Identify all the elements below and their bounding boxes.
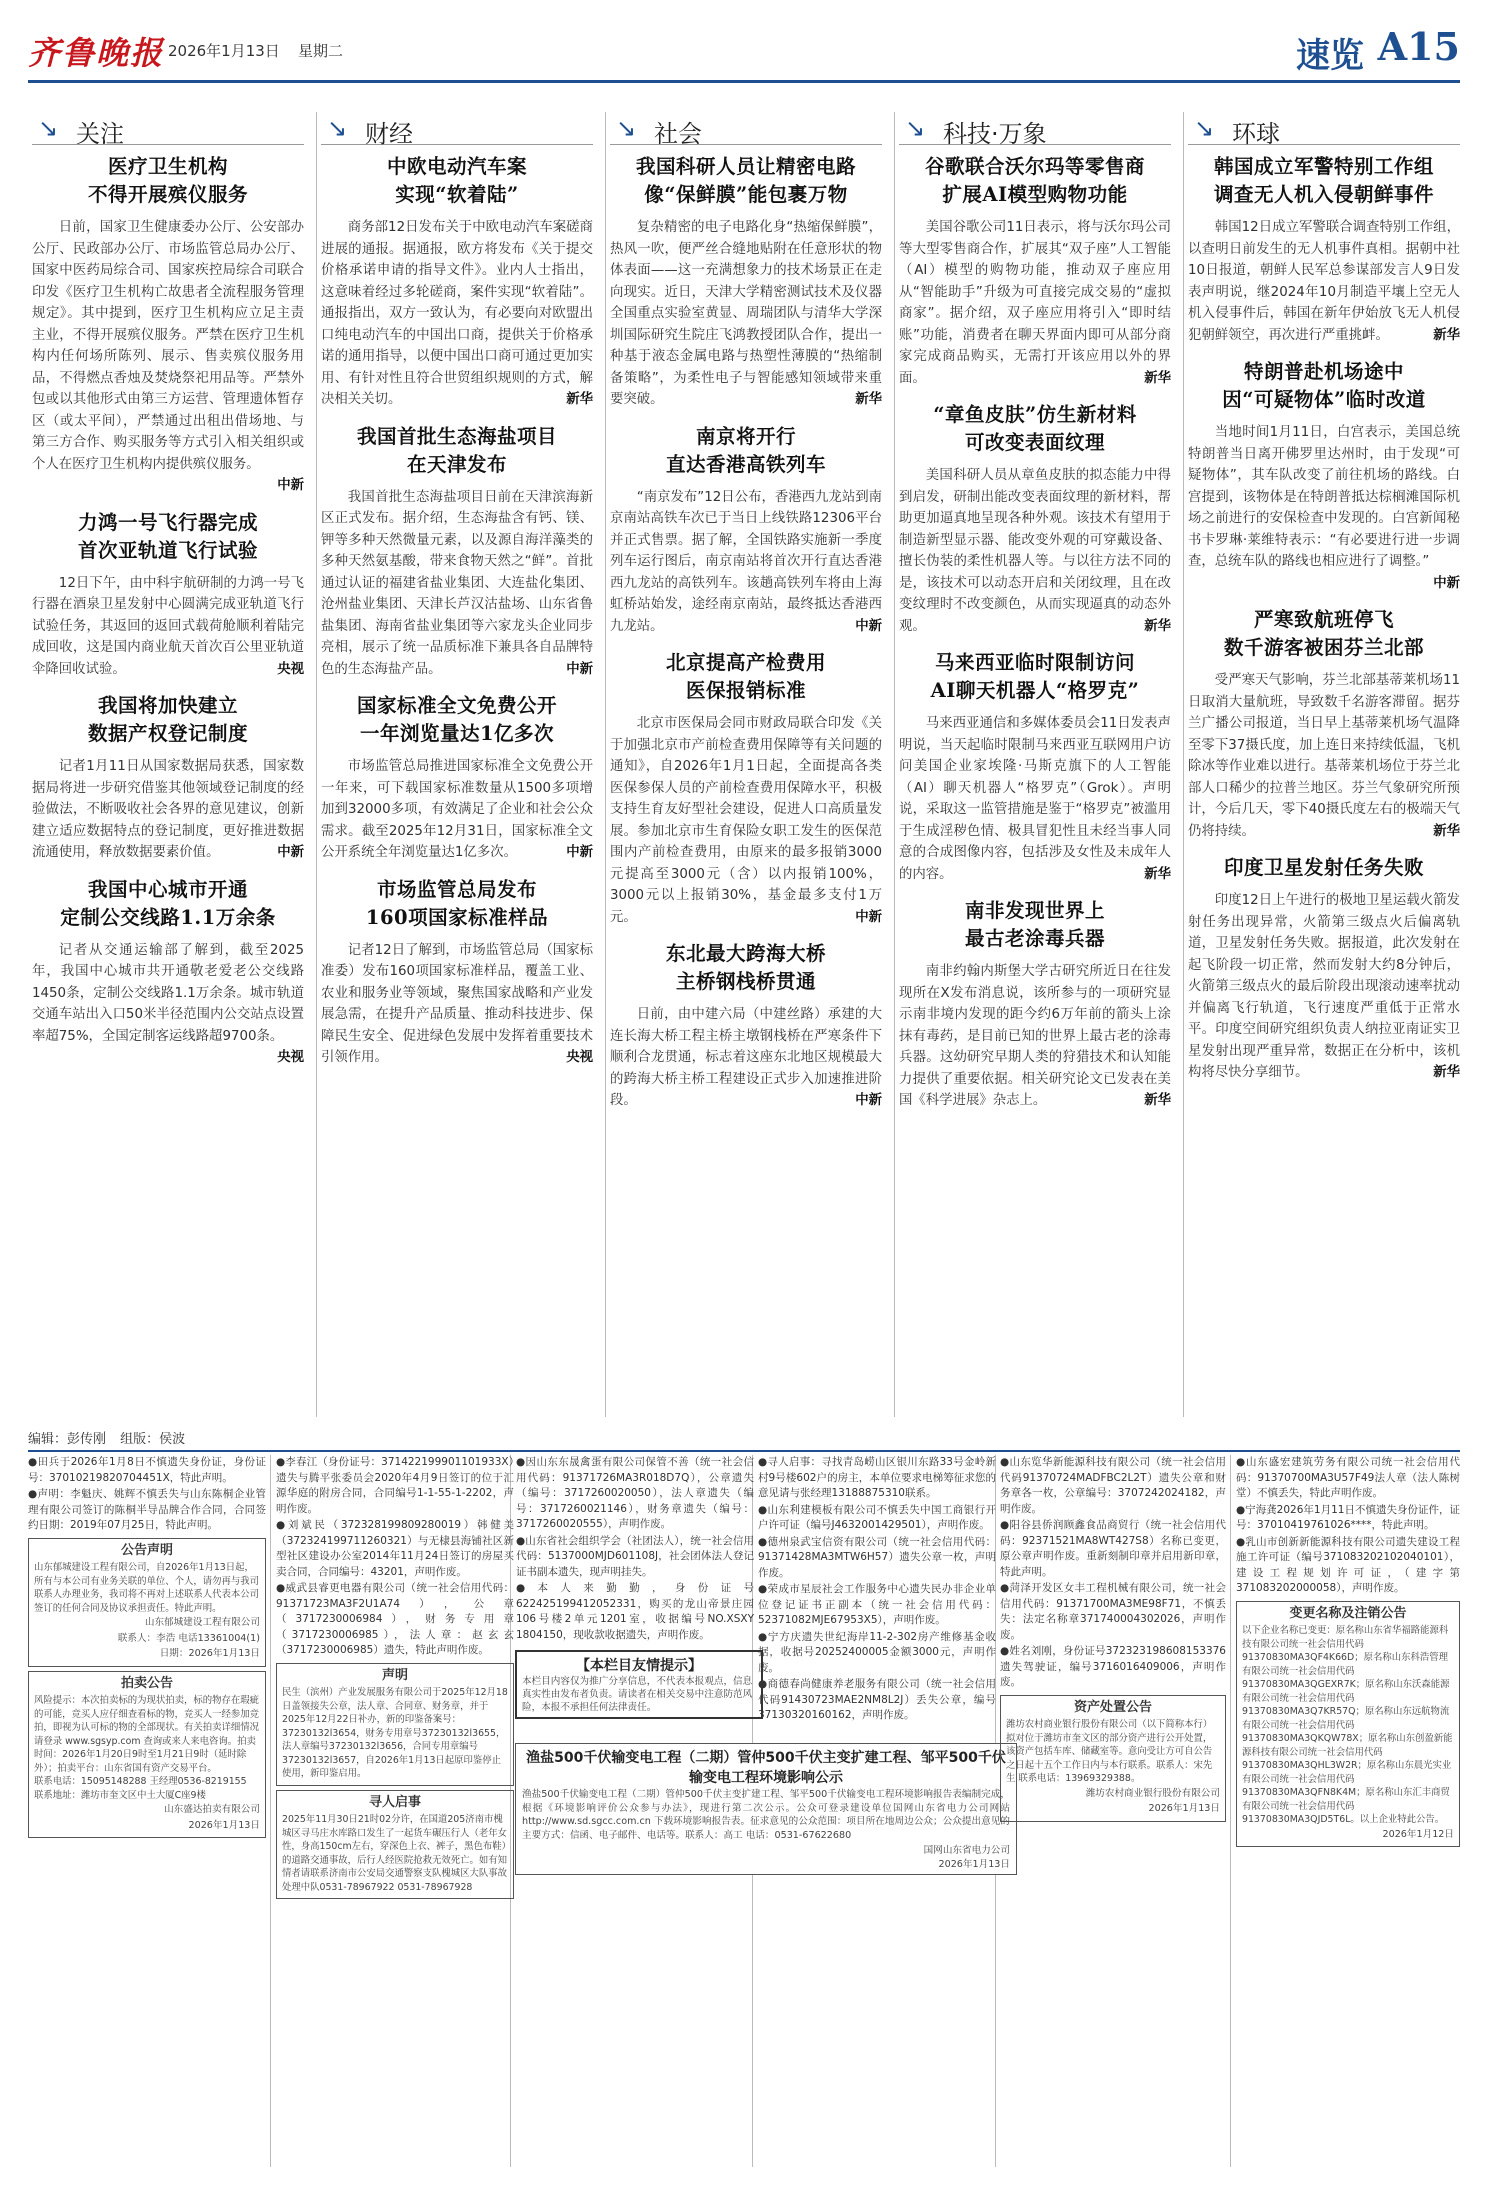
news-article <box>1188 854 1460 1084</box>
headline-line: “章鱼皮肤”仿生新材料 <box>933 403 1137 426</box>
news-article <box>321 692 593 864</box>
article-headline <box>321 423 593 479</box>
column-header <box>899 110 1171 148</box>
classified-item: ●山东省社会组织学会（社团法人），统一社会信用代码：5137000MJD601108J，社会团体法人登记证书副本遗失，现声明挂失。 <box>516 1534 754 1578</box>
article-body <box>1188 422 1460 594</box>
auction-date: 2026年1月13日 <box>188 1819 260 1831</box>
headline-line: 中欧电动汽车案 <box>386 155 527 178</box>
statement-box <box>276 1663 514 1786</box>
article-body <box>1188 890 1460 1084</box>
article-headline <box>32 876 304 932</box>
classified-item: ●威武县睿更电器有限公司（统一社会信用代码：91371723MA3F2U1A74），公章（3717230006984），财务专用章（3717230006985），法人章：赵玄玄（3717230006985）遗失，特此声明作废。 <box>276 1582 514 1656</box>
article-source: 新华 <box>1144 1093 1171 1108</box>
classified-item <box>516 1644 754 1645</box>
news-column <box>32 110 304 1420</box>
article-text: 北京市医保局会同市财政局联合印发《关于加强北京市产前检查费用保障等有关问题的通知》，自2026年1月1日起，全面提高各类医保参保人员的产前检查费用保障水平，积极支持生育友好型社会建设，促进人口高质量发展。参加北京市生育保险女职工发生的医保范围内产前检查费用，由原来的最多报销3000元提高至3000元（含）以内报销100%，3000元以上报销30%，基金最多支付1万元。 <box>610 716 882 925</box>
article-body <box>32 217 304 497</box>
article-text: 韩国12日成立军警联合调查特别工作组，以查明日前发生的无人机事件真相。据朝中社10日报道，朝鲜人民军总参谋部发言人9日发表声明说，继2024年10月制造平壤上空无人机入侵事件后，韩国在新年伊始放飞无人机侵犯朝鲜领空，再次进行严重挑衅。 <box>1188 220 1460 343</box>
article-source: 新华 <box>1144 618 1171 634</box>
article-text: 记者从交通运输部了解到，截至2025年，我国中心城市共开通敬老爱老公交线路1450条，定制公交线路1.1万余条。城市轨道交通车站出入口50米半径范围内公交站点设置率超75%，全国定制客运线路超9700条。 <box>32 942 304 1044</box>
article-headline <box>899 401 1171 457</box>
missing-person-title: 寻人启事 <box>368 1794 421 1810</box>
article-headline <box>899 153 1171 209</box>
notice-box <box>28 1538 266 1667</box>
article-source: 新华 <box>1144 370 1171 386</box>
missing-person-body: 2025年11月30日21时02分许，在国道205济南市槐城区寻马庄水库路口发生了一起货车碾压行人（老年女性，身高150cm左右，穿深色上衣、裤子，黑色布鞋）的道路交通事故，后行人经医院抢救无效死亡。如有知情者请联系济南市公安局交通警察支队槐城区大队事故处理中队0531-78967922 0531-78967928 <box>282 1814 508 1893</box>
news-article <box>610 649 882 928</box>
classified-item: ●刘斌民（372328199809280019）韩健美（372324199711260321）与无棣县海铺社区新型社区建设办公室2014年11月24日签订的房屋买卖合同，合同编号：43201，声明作废。 <box>276 1519 514 1578</box>
headline-line: 我国首批生态海盐项目 <box>356 424 557 448</box>
asset-disposal-title: 资产处置公告 <box>1073 1699 1152 1715</box>
article-headline <box>32 692 304 748</box>
classified-item: ●阳谷县侨润顾鑫食品商贸行（统一社会信用代码：92371521MA8WT427S8）名称已变更，原公章声明作废。重新刻制印章并启用新印章，特此声明。 <box>1000 1519 1226 1578</box>
news-article <box>899 649 1171 885</box>
article-text: 当地时间1月11日，白宫表示，美国总统特朗普当日离开佛罗里达州时，由于发现“可疑物体”，其车队改变了前往机场的路线。白宫提到，该物体是在特朗普抵达棕榈滩国际机场之前进行的安保检查中发现的。白宫新闻秘书卡罗琳·莱维特表示：“有必要进行进一步调查，总统车队的路线也相应进行了调整。” <box>1188 425 1460 569</box>
headline-line: 谷歌联合沃尔玛等零售商 <box>924 155 1145 178</box>
headline-line: 主桥钢栈桥贯通 <box>675 970 816 993</box>
headline-line: 力鸿一号飞行器完成 <box>77 510 258 534</box>
classified-column-2 <box>276 1455 514 2167</box>
article-body <box>899 217 1171 389</box>
article-source: 中新 <box>855 618 882 634</box>
classified-item: ●商德春尚健康养老服务有限公司（统一社会信用代码91430723MAE2NM8L2J）丢失公章，编号37130320160162，声明作废。 <box>758 1678 996 1721</box>
classified-column-5 <box>1000 1455 1226 2167</box>
news-article <box>321 423 593 681</box>
news-article <box>1188 606 1460 842</box>
headline-line: 数千游客被困芬兰北部 <box>1223 636 1424 659</box>
headline-line: 我国将加快建立 <box>97 694 238 717</box>
article-text: 商务部12日发布关于中欧电动汽车案磋商进展的通报。据通报，欧方将发布《关于提交价格承诺申请的指导文件》。业内人士指出，这意味着经过多轮磋商，案件实现“软着陆”。通报指出，双方一致认为，有必要向对欧盟出口纯电动汽车的中国出口商，提供关于价格承诺的通用指导，以便中国出口商可通过更加实用、有针对性且符合世贸组织规则的方式，解决相关关切。 <box>321 220 593 407</box>
article-headline <box>1188 358 1460 414</box>
news-article <box>32 692 304 864</box>
headline-line: 首次亚轨道飞行试验 <box>77 538 258 562</box>
news-column <box>321 110 593 1420</box>
headline-line: 一年浏览量达1亿多次 <box>359 722 555 745</box>
article-text: 印度12日上午进行的极地卫星运载火箭发射任务出现异常，火箭第三级点火后偏离轨道，卫星发射任务失败。据报道，此次发射在起飞阶段一切正常，然而发射大约8分钟后，火箭第三级点火的最后阶段出现滚动速率扰动并偏离飞行轨道，飞行速度严重低于正常水平。印度空间研究组织负责人纳拉亚南证实卫星发射出现严重异常，数据正在分析中，该机构将尽快分享细节。 <box>1188 893 1460 1080</box>
environment-notice-date: 2026年1月13日 <box>938 1859 1010 1871</box>
article-headline <box>32 509 304 565</box>
news-column <box>610 110 882 1420</box>
column-divider <box>894 112 895 1417</box>
article-source: 新华 <box>1144 866 1171 882</box>
arrow-icon: ↘ <box>905 114 926 142</box>
headline-line: 因“可疑物体”临时改道 <box>1222 388 1426 411</box>
article-body <box>610 487 882 638</box>
headline-line: 市场监管总局发布 <box>376 877 537 901</box>
auction-box <box>28 1671 266 1839</box>
headline-line: 东北最大跨海大桥 <box>665 942 826 965</box>
column-header <box>32 110 304 148</box>
column-name: 社会 <box>654 120 702 148</box>
issue-date: 2026年1月13日 <box>168 42 280 60</box>
article-text: “南京发布”12日公布，香港西九龙站到南京南站高铁车次已于当日上线铁路12306平台并正式售票。据了解，全国铁路实施新一季度列车运行图后，南京南站将首次开行直达香港西九龙站的高铁列车。该趟高铁列车将由上海虹桥站始发，途经南京南站，最终抵达香港西九龙站。 <box>610 489 882 634</box>
article-headline <box>899 649 1171 705</box>
article-body <box>610 1004 882 1112</box>
headline-line: 可改变表面纹理 <box>964 431 1105 454</box>
classified-column-1 <box>28 1455 266 2167</box>
headline-line: 韩国成立军警特别工作组 <box>1213 155 1434 178</box>
article-body <box>899 465 1171 637</box>
notice-title: 公告声明 <box>120 1542 173 1558</box>
headline-line: 直达香港高铁列车 <box>665 452 826 476</box>
article-headline <box>1188 153 1460 209</box>
classified-item: ●宁海龚2026年1月11日不慎遗失身份证件，证号：37010419761026****，特此声明。 <box>1236 1503 1460 1531</box>
headline-line: 印度卫星发射任务失败 <box>1223 856 1424 879</box>
article-body <box>610 217 882 411</box>
column-name: 财经 <box>365 120 413 148</box>
article-text: 美国科研人员从章鱼皮肤的拟态能力中得到启发，研制出能改变表面纹理的新材料，帮助更加逼真地呈现各种外观。该技术有望用于制造新型显示器、能改变外观的可穿戴设备、擅长伪装的柔性机器人等。与以往方法不同的是，该技术可以动态开启和关闭纹理，且在改变纹理时不改变颜色，从而实现逼真的动态外观。 <box>899 468 1171 634</box>
newspaper-logo: 齐鲁晚报 <box>28 34 165 72</box>
column-header <box>610 110 882 148</box>
news-article <box>899 401 1171 637</box>
auction-address: 联系地址：潍坊市奎文区中土大厦C座9楼 <box>34 1789 206 1801</box>
layout-name: 组版：侯波 <box>120 1432 186 1447</box>
news-article <box>1188 153 1460 346</box>
column-divider <box>1183 112 1184 1417</box>
headline-line: 扩展AI模型购物功能 <box>942 183 1128 206</box>
headline-line: 特朗普赴机场途中 <box>1243 360 1404 383</box>
article-text: 受严寒天气影响，芬兰北部基蒂莱机场11日取消大量航班，导致数千名游客滞留。据芬兰广播公司报道，当日早上基蒂莱机场气温降至零下37摄氏度，加上连日来持续低温，飞机除冰等作业难以进行。基蒂莱机场位于芬兰北部人口稀少的拉普兰地区。芬兰气象研究所预计，今后几天，零下40摄氏度左右的极端天气仍将持续。 <box>1188 673 1460 839</box>
news-article <box>899 153 1171 389</box>
news-article <box>321 876 593 1069</box>
column-divider <box>316 112 317 1417</box>
environment-notice-box <box>515 1743 1017 1875</box>
headline-line: 医疗卫生机构 <box>107 155 228 178</box>
article-source: 央视 <box>277 1050 304 1065</box>
news-article <box>610 940 882 1112</box>
headline-line: 实现“软着陆” <box>395 183 519 206</box>
auction-signer: 山东盛达拍卖有限公司 <box>164 1804 260 1815</box>
arrow-icon: ↘ <box>1194 114 1215 142</box>
name-change-date: 2026年1月12日 <box>1382 1828 1454 1840</box>
asset-disposal-date: 2026年1月13日 <box>1148 1803 1220 1814</box>
news-article <box>321 153 593 411</box>
reminder-body: 本栏目内容仅为推广分享信息，不代表本报观点，信息真实性由发布者负责。请读者在相关交易中注意防范风险，本报不承担任何法律责任。 <box>522 1676 753 1713</box>
article-source: 中新 <box>855 1093 882 1108</box>
statement-body: 民生（滨州）产业发展服务有限公司于2025年12月18日盖领接失公章，法人章、合同章、财务章，并于2025年12月22日补办，新的印鉴备案号：37230132l3654，财务专用章号37230132l3655，法人章编号37230132l3656，合同专用章编号37230132l3657，自2026年1月13日起原印鉴停止使用，新印鉴启用。 <box>282 1687 508 1779</box>
classified-item: ●姓名刘刚，身份证号372323198608153376遗失驾驶证，编号3716016409006，声明作废。 <box>1000 1645 1226 1688</box>
article-headline <box>610 153 882 209</box>
headline-line: 数据产权登记制度 <box>87 722 248 745</box>
article-body <box>32 573 304 681</box>
article-headline <box>321 876 593 932</box>
article-text: 美国谷歌公司11日表示，将与沃尔玛公司等大型零售商合作，扩展其“双子座”人工智能（AI）模型的购物功能，推动双子座应用从“智能助手”升级为可直接完成交易的“虚拟商家”。据介绍，双子座应用将引入“即时结账”功能，消费者在聊天界面内即可从部分商家完成商品购买，无需打开该应用以外的界面。 <box>899 220 1171 386</box>
article-source: 中新 <box>566 845 593 860</box>
headline-line: 南京将开行 <box>695 424 796 448</box>
page-number: A15 <box>1377 24 1460 69</box>
statement-title: 声明 <box>381 1667 408 1683</box>
article-text: 市场监管总局推进国家标准全文免费公开一年来，可下载国家标准数量从1500多项增加到32000多项，有效满足了企业和社会公众需求。截至2025年12月31日，国家标准全文公开系统全年浏览量达1亿多次。 <box>321 759 593 860</box>
article-text: 马来西亚通信和多媒体委员会11日发表声明说，当天起临时限制马来西亚互联网用户访问美国企业家埃隆·马斯克旗下的人工智能（AI）聊天机器人“格罗克”（Grok）。声明说，采取这一监管措施是鉴于“格罗克”被滥用于生成淫秽色情、极具冒犯性且未经当事人同意的合成图像内容，包括涉及女性及未成年人的内容。 <box>899 716 1171 882</box>
article-headline <box>321 153 593 209</box>
article-body <box>899 961 1171 1112</box>
headline-line: 医保报销标准 <box>685 679 806 702</box>
auction-title: 拍卖公告 <box>120 1675 173 1691</box>
article-body <box>321 217 593 411</box>
headline-line: 像“保鲜膜”能包裹万物 <box>644 183 848 206</box>
article-source: 中新 <box>277 845 304 860</box>
notice-date: 日期：2026年1月13日 <box>159 1648 260 1659</box>
article-text: 记者12日了解到，市场监管总局（国家标准委）发布160项国家标准样品，覆盖工业、农业和服务业等领域，聚焦国家战略和产业发展急需，在提升产品质量、推动科技进步、保障民生安全、促进绿色发展中发挥着重要技术引领作用。 <box>321 942 593 1065</box>
classified-item: ●声明：李魁庆、姚辉不慎丢失与山东陈桐企业管理有限公司签订的陈桐半导品牌合作合同，合同签约日期：2019年07月25日，特此声明。 <box>28 1488 266 1531</box>
classified-item: ●因山东东晟禽蛋有限公司保管不善（统一社会信用代码：91371726MA3R018D7Q），公章遗失（编号：3717260020050），法人章遗失（编号：3717260021146），财务章遗失（编号：3717260020555），声明作废。 <box>516 1456 754 1530</box>
auction-body: 风险提示：本次拍卖标的为现状拍卖，标的物存在瑕疵的可能，竞买人应仔细查看标的物，竞买人一经参加竞拍，即视为认可标的物的全部现状。有关拍卖详细情况请登录 www.sgsyp.com 查询或来人来电咨询。拍卖时间：2026年1月20日9时至1月21日9时（延时除外）；拍卖平台：山东省国有资产交易平台。 <box>34 1695 260 1774</box>
classified-item: ●乳山市创新新能源科技有限公司遗失建设工程施工许可证（编号371083202102040101），建设工程规划许可证，（建字第371083202000058），声明作废。 <box>1236 1535 1460 1594</box>
environment-notice-body: 渔盐500千伏输变电工程（二期）管仲500千伏主变扩建工程、邹平500千伏输变电工程环境影响报告表编制完成，根据《环境影响评价公众参与办法》，现进行第二次公示。公众可登录建设单位国网山东省电力公司网站 http://www.sd.sgcc.com.cn 下载环境影响报告表。征求意见的公众范围：项目所在地周边公众；公众提出意见的主要方式：信函、电子邮件、电话等。联系人：高工 电话：0531-67622680 <box>522 1789 1010 1841</box>
missing-person-box <box>276 1790 514 1900</box>
notice-signer: 山东郁城建设工程有限公司 <box>144 1617 260 1628</box>
news-column <box>899 110 1171 1420</box>
classified-item: ●山东盛宏建筑劳务有限公司统一社会信用代码：91370700MA3U57F49法人章（法人陈树堂）不慎丢失，特此声明作废。 <box>1236 1456 1460 1499</box>
article-source: 中新 <box>855 909 882 925</box>
asset-disposal-signer: 潍坊农村商业银行股份有限公司 <box>1085 1787 1220 1799</box>
article-headline <box>899 897 1171 953</box>
column-divider <box>605 112 606 1417</box>
article-body <box>610 713 882 928</box>
article-body <box>899 713 1171 885</box>
article-body <box>32 756 304 864</box>
article-headline <box>610 423 882 479</box>
article-text: 日前，国家卫生健康委办公厅、公安部办公厅、民政部办公厅、市场监管总局办公厅、国家中医药局综合司、国家疾控局综合司联合印发《医疗卫生机构亡故患者全流程服务管理规定》。其中提到，医疗卫生机构应立足主责主业，不得开展殡仪服务。严禁在医疗卫生机构内任何场所陈列、展示、售卖殡仪服务用品，不得燃点香烛及焚烧祭祀用品等。严禁外包或以其他形式由第三方运营、管理遗体暂存区（或太平间），严禁通过出租出借场地、与第三方合作、购买服务等方式引入相关组织或个人在医疗卫生机构内提供殡仪服务。 <box>32 220 304 472</box>
column-name: 环球 <box>1232 120 1280 148</box>
article-headline <box>610 940 882 996</box>
environment-notice-signer: 国网山东省电力公司 <box>923 1845 1010 1857</box>
headline-line: 马来西亚临时限制访问 <box>934 651 1135 674</box>
article-text: 日前，由中建六局（中建丝路）承建的大连长海大桥工程主桥主墩钢栈桥在严寒条件下顺利合龙贯通，标志着这座东北地区规模最大的跨海大桥主桥工程建设正式步入加速推进阶段。 <box>610 1007 882 1108</box>
article-body <box>1188 670 1460 842</box>
article-headline <box>610 649 882 705</box>
arrow-icon: ↘ <box>616 114 637 142</box>
article-body <box>321 487 593 681</box>
article-source: 新华 <box>855 392 882 407</box>
editor-name: 编辑：彭传刚 <box>28 1432 107 1447</box>
headline-line: 160项国家标准样品 <box>365 905 549 929</box>
classified-column-4 <box>758 1455 996 1740</box>
headline-line: 定制公交线路1.1万余条 <box>60 905 276 929</box>
headline-line: 调查无人机入侵朝鲜事件 <box>1213 183 1434 206</box>
headline-line: 严寒致航班停飞 <box>1253 608 1394 631</box>
asset-disposal-body: 潍坊农村商业银行股份有限公司（以下简称本行）拟对位于潍坊市奎文区的部分资产进行公开处置，该资产包括车库、储藏室等。意向受让方可自公告之日起十五个工作日内与本行联系。联系人：宋先生 联系电话：13969329388。 <box>1006 1719 1213 1784</box>
classified-column-3 <box>516 1455 754 1645</box>
column-name: 关注 <box>76 120 124 148</box>
article-text: 南非约翰内斯堡大学古研究所近日在往发现所在X发布消息说，该所参与的一项研究显示南非境内发现的距今约6万年前的箭头上涂抹有毒药，是目前已知的世界上最古老的涂毒兵器。这幼研究早期人类的狩猎技术和认知能力提供了重要依据。相关研究论文已发表在美国《科学进展》杂志上。 <box>899 964 1171 1108</box>
headline-line: AI聊天机器人“格罗克” <box>930 679 1140 702</box>
notice-body: 山东郁城建设工程有限公司，自2026年1月13日起，所有与本公司有业务关联的单位、个人，请勿再与我司联系人办理业务，我司将不再对上述联系人代表本公司签订的任何合同及协议承担责任。特此声明。 <box>34 1562 260 1614</box>
article-text: 复杂精密的电子电路化身“热缩保鲜膜”，热风一吹，便严丝合缝地贴附在任意形状的物体表面——这一充满想象力的技术场景正在走向现实。近日，天津大学精密测试技术及仪器全国重点实验室黄显、周瑞团队与清华大学深圳国际研究生院庄飞鸿教授团队合作，提出一种基于液态金属电路与热塑性薄膜的“热缩制备策略”，为柔性电子与智能感知领域带来重要突破。 <box>610 220 882 407</box>
article-source: 中新 <box>277 478 304 493</box>
headline-line: 不得开展殡仪服务 <box>87 183 248 206</box>
article-text: 12日下午，由中科宇航研制的力鸿一号飞行器在酒泉卫星发射中心圆满完成亚轨道飞行试验任务，其返回的返回式载荷舱顺利着陆完成回收，这是国内商业航天首次百公里亚轨道伞降回收试验。 <box>32 575 304 677</box>
article-source: 央视 <box>566 1050 593 1065</box>
classified-item: ●宁方庆遗失世纪海岸11-2-302房产维修基金收据，收据号20252400005金额3000元，声明作废。 <box>758 1630 996 1674</box>
article-body <box>321 940 593 1069</box>
issue-weekday: 星期二 <box>298 42 344 60</box>
news-article <box>899 897 1171 1112</box>
asset-disposal-box <box>1000 1695 1226 1822</box>
news-article <box>32 509 304 681</box>
headline-line: 北京提高产检费用 <box>665 651 826 674</box>
headline-line: 最古老涂毒兵器 <box>964 927 1105 950</box>
headline-line: 国家标准全文免费公开 <box>356 694 557 717</box>
masthead <box>28 22 1460 83</box>
classified-column-6 <box>1236 1455 1460 2167</box>
section-title: 速览 <box>1296 36 1364 76</box>
auction-contact: 联系电话：15095148288 王经理0536-8219155 <box>34 1776 247 1787</box>
article-body <box>32 940 304 1069</box>
classified-item: ●德州泉武宝信资有限公司（统一社会信用代码：91371428MA3MTW6H57）遗失公章一枚，声明作废。 <box>758 1535 996 1579</box>
notice-contact: 联系人：李浩 电话13361004(1) <box>117 1632 260 1644</box>
classified-item: ●寻人启事：寻找青岛崂山区银川东路33号金岭新村9号楼602户的房主，本单位要求电梯筹征求您的意见请与张经理13188875310联系。 <box>758 1456 996 1499</box>
reminder-box <box>515 1650 763 1719</box>
name-change-box <box>1236 1601 1460 1848</box>
name-change-body: 以下企业名称已变更：原名称山东省华福路能源科技有限公司统一社会信用代码91370830MA3QF4K66D；原名称山东科浩管理有限公司统一社会信用代码91370830MA3QGEXR7K；原名称山东沃森能源有限公司统一社会信用代码91370830MA3Q7KR57Q；原名称山东远航物流有限公司统一社会信用代码91370830MA3QKQW78X；原名称山东创盈新能源科技有限公司统一社会信用代码91370830MA3QHL3W2R；原名称山东晨光实业有限公司统一社会信用代码91370830MA3QFN8K4M；原名称山东汇丰商贸有限公司统一社会信用代码91370830MA3QJD5T6L。以上企业特此公告。 <box>1242 1625 1453 1825</box>
classified-item: ●山东利建模板有限公司不慎丢失中国工商银行开户许可证（编号J4632001429501），声明作废。 <box>758 1503 996 1531</box>
arrow-icon: ↘ <box>327 114 348 142</box>
news-article <box>32 153 304 497</box>
news-article <box>610 153 882 411</box>
article-text: 记者1月11日从国家数据局获悉，国家数据局将进一步研究借鉴其他领域登记制度的经验做法，不断吸收社会各界的意见建议，创新建立适应数据特点的登记制度，更好推进数据流通使用，释放数据要素价值。 <box>32 759 304 860</box>
article-headline <box>1188 606 1460 662</box>
article-body <box>321 756 593 864</box>
article-source: 新华 <box>566 392 593 407</box>
article-headline <box>321 692 593 748</box>
article-headline <box>32 153 304 209</box>
classified-item: ●李春江（身份证号：371422199901101933X）遗失与腾平张委员会2020年4月9日签订的位于汇源华庭的附房合同，合同编号1-1-55-1-2202，声明作废。 <box>276 1456 514 1515</box>
article-source: 新华 <box>1433 823 1460 839</box>
classified-item: ●山东览华新能源科技有限公司（统一社会信用代码91370724MADFBC2L2T）遗失公章和财务章各一枚，公章编号：3707242024182，声明作废。 <box>1000 1456 1226 1515</box>
ads-divider <box>1230 1455 1231 2167</box>
news-article <box>32 876 304 1069</box>
column-name: 科技·万象 <box>943 120 1047 148</box>
arrow-icon: ↘ <box>38 114 59 142</box>
classified-item: ●田兵于2026年1月8日不慎遗失身份证，身份证号：37010219820704451X，特此声明。 <box>28 1456 266 1484</box>
classified-item: ●本人来勤勤，身份证号622425199412052331，购买的龙山帝景庄园106号楼2单元1201室，收据编号NO.XSXY 1804150，现收款收据遗失，声明作废。 <box>516 1582 754 1641</box>
headline-line: 南非发现世界上 <box>964 899 1105 922</box>
column-header <box>1188 110 1460 148</box>
article-text: 我国首批生态海盐项目日前在天津滨海新区正式发布。据介绍，生态海盐含有钙、镁、钾等多种天然微量元素，以及源自海洋藻类的多种天然氨基酸，带来食物天然之“鲜”。首批通过认证的福建省盐业集团、大连盐化集团、沧州盐业集团、天津长芦汉沽盐场、山东省鲁盐集团、海南省盐业集团等六家龙头企业同步亮相，展示了统一品质标准下兼具各自品牌特色的生态海盐产品。 <box>321 489 593 677</box>
reminder-title: 【本栏目友情提示】 <box>576 1658 702 1674</box>
news-column <box>1188 110 1460 1420</box>
ads-divider <box>270 1455 271 2167</box>
article-source: 新华 <box>1433 327 1460 343</box>
news-article <box>610 423 882 638</box>
article-body <box>1188 217 1460 346</box>
headline-line: 我国中心城市开通 <box>87 877 248 901</box>
name-change-title: 变更名称及注销公告 <box>1289 1605 1407 1621</box>
environment-notice-title: 渔盐500千伏输变电工程（二期）管仲500千伏主变扩建工程、邹平500千伏输变电工程环境影响公示 <box>526 1750 1006 1786</box>
news-article <box>1188 358 1460 594</box>
classified-item: ●荣成市星辰社会工作服务中心遗失民办非企业单位登记证书正副本（统一社会信用代码：52371082MJE67953X5），声明作废。 <box>758 1583 996 1626</box>
headline-line: 我国科研人员让精密电路 <box>635 155 856 178</box>
editor-credits <box>28 1428 1460 1452</box>
article-source: 中新 <box>1433 575 1460 591</box>
article-headline <box>1188 854 1460 882</box>
article-source: 央视 <box>277 661 304 677</box>
column-header <box>321 110 593 148</box>
article-source: 新华 <box>1433 1065 1460 1080</box>
article-source: 中新 <box>566 661 593 677</box>
headline-line: 在天津发布 <box>406 452 507 476</box>
classified-item: ●菏泽开发区女丰工程机械有限公司，统一社会信用代码：91371700MA3ME98F71，不慎丢失：法定名称章371740004302026，声明作废。 <box>1000 1582 1226 1641</box>
